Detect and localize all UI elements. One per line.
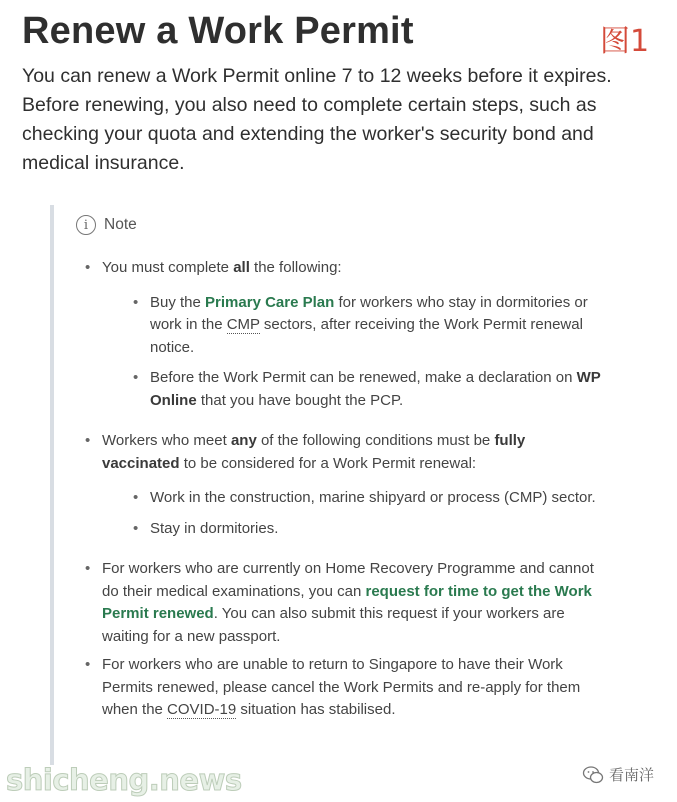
cmp-abbreviation[interactable]: CMP	[226, 316, 260, 333]
list-item	[84, 257, 604, 412]
list-item	[84, 430, 604, 540]
item-text: that you have bought the PCP.	[196, 391, 404, 409]
item-text: the following:	[249, 259, 342, 276]
item-text: for workers who stay in dormitories or work in the	[150, 293, 588, 333]
covid-abbreviation[interactable]: COVID-19	[167, 701, 237, 718]
item-text: For workers who are unable to return to Singapore to have their Work Permits renewed, please cancel the Work Permits and re-apply for them when the	[102, 656, 581, 718]
account-watermark	[582, 764, 654, 785]
account-name: 看南洋	[609, 767, 655, 784]
note-list	[84, 257, 604, 740]
page-title: Renew a Work Permit	[22, 10, 414, 52]
item-text: . You can also submit this request if your workers are waiting for a new passport.	[102, 605, 565, 645]
item-text: to be considered for a Work Permit renewal:	[179, 454, 477, 472]
sub-list-item	[102, 367, 604, 412]
sub-list-item: • Work in the construction, marine shipyard or process (CMP) sector.	[102, 487, 604, 510]
request-time-link[interactable]: request for time to get the Work Permit renewed	[102, 582, 592, 622]
item-text: For workers who are currently on Home Recovery Programme and cannot do their medical examinations, you can	[102, 560, 594, 600]
item-text: Buy the	[150, 293, 206, 311]
item-text: Before the Work Permit can be renewed, make a declaration on	[150, 369, 577, 386]
item-bold: any	[230, 432, 257, 449]
sub-list-item: • Stay in dormitories.	[102, 518, 604, 541]
note-heading: Note	[104, 216, 137, 233]
figure-tag: 图1	[600, 24, 650, 59]
note-box	[50, 205, 644, 765]
site-watermark: shicheng.news	[6, 763, 242, 797]
sub-list	[102, 292, 604, 413]
item-bold: WP Online	[150, 369, 601, 409]
wechat-icon	[582, 765, 604, 785]
item-text: You must complete	[102, 259, 234, 276]
note-header	[76, 215, 137, 235]
lead-paragraph: You can renew a Work Permit online 7 to 12 weeks before it expires. Before renewing, you also need to complete certain steps, such as checking your quota and extending the worker's security bond and medical insurance.	[22, 65, 612, 174]
list-item	[84, 558, 604, 648]
item-text: situation has stabilised.	[236, 701, 396, 718]
item-bold: fully vaccinated	[102, 432, 526, 472]
info-icon: i	[76, 215, 96, 235]
sub-list-item	[102, 292, 604, 360]
primary-care-plan-link[interactable]: Primary Care Plan	[205, 293, 335, 311]
sub-list	[102, 487, 604, 540]
item-text: of the following conditions must be	[256, 432, 495, 449]
item-text: sectors, after receiving the Work Permit renewal notice.	[150, 316, 583, 356]
item-text: Workers who meet	[102, 432, 231, 449]
item-bold: all	[233, 259, 250, 276]
list-item	[84, 654, 604, 722]
